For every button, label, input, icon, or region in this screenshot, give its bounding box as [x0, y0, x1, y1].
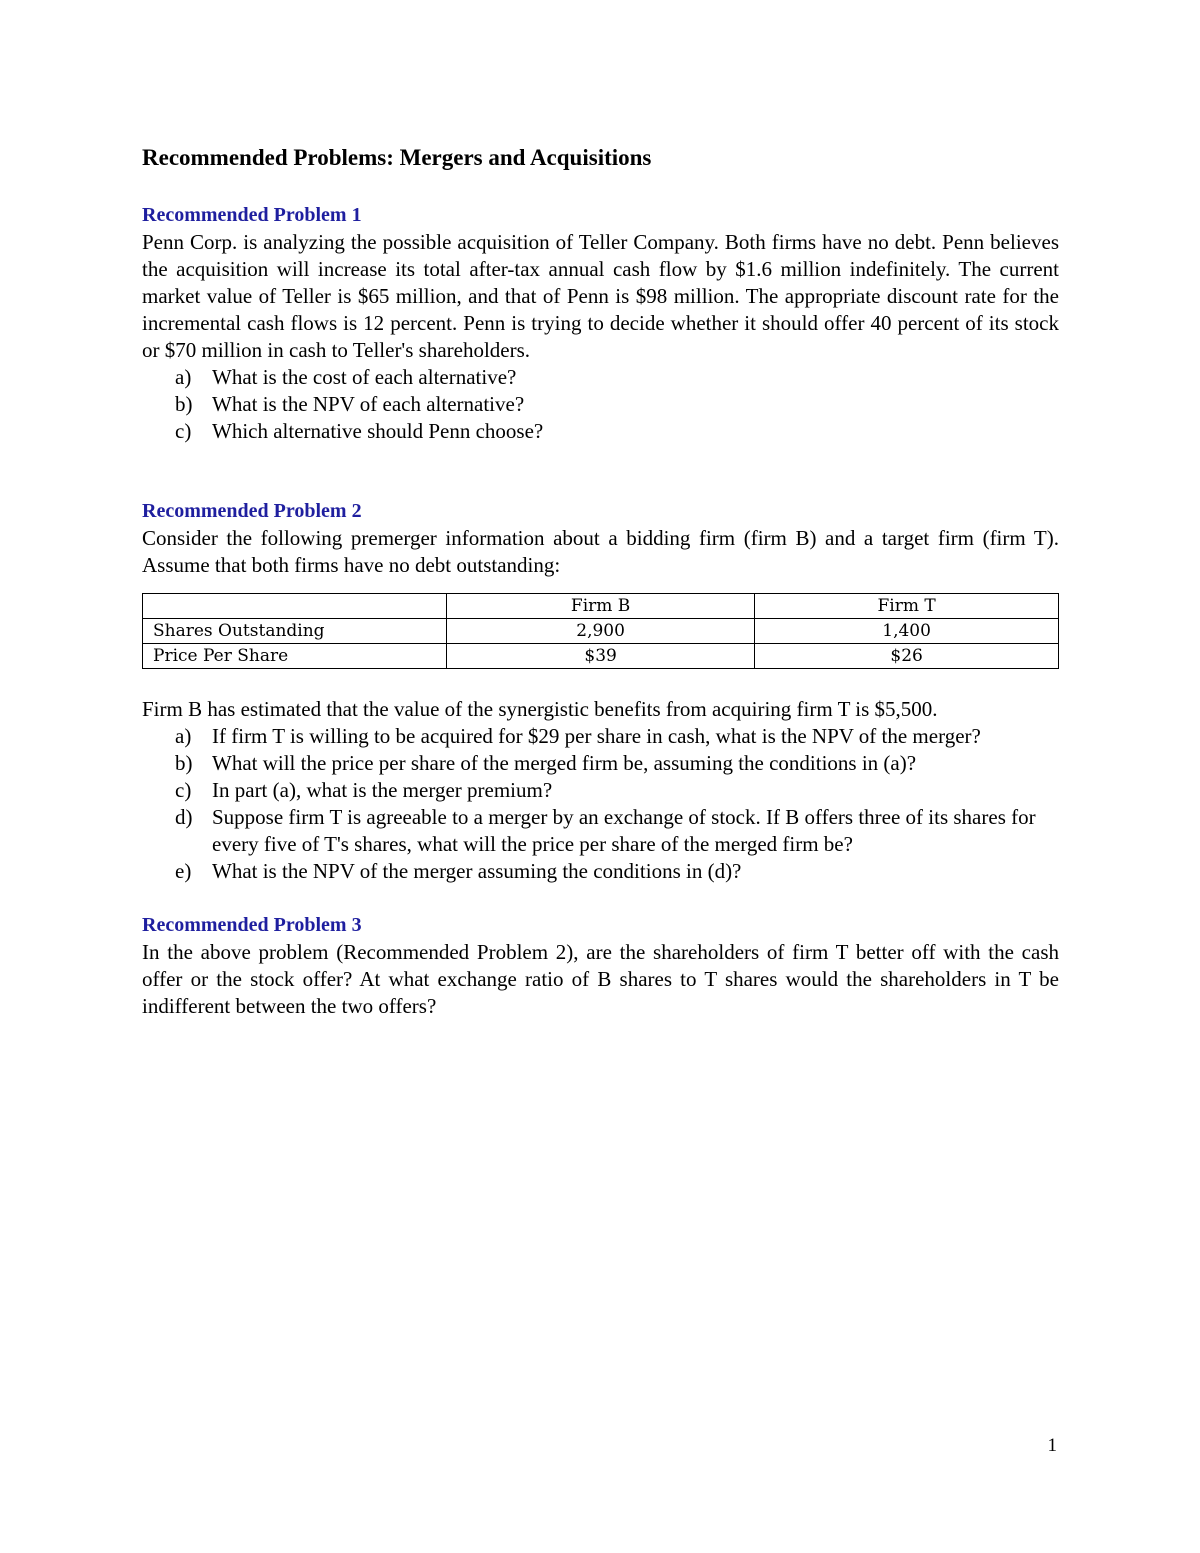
question-text: If firm T is willing to be acquired for $29 per share in cash, what is the NPV of the merger? — [212, 724, 981, 748]
table-cell: 2,900 — [447, 619, 755, 644]
question-letter: c) — [175, 778, 192, 802]
problem-2-heading: Recommended Problem 2 — [142, 500, 362, 522]
table-row — [143, 619, 1059, 644]
question-letter: d) — [175, 805, 193, 829]
question-letter: c) — [175, 419, 192, 443]
problem-1 — [142, 202, 1059, 445]
problem-1-questions — [142, 364, 1059, 445]
table-cell: $26 — [755, 644, 1059, 669]
question-item — [142, 723, 1059, 750]
question-item — [142, 858, 1059, 885]
document-page — [142, 140, 1059, 1020]
problem-3-text: In the above problem (Recommended Problem 2), are the shareholders of firm T better off with the cash offer or the stock offer? At what exchange ratio of B shares to T shares would the shareholders in T be indifferent between the two offers? — [142, 940, 1059, 1018]
page-number: 1 — [1047, 1435, 1057, 1456]
table-cell: $39 — [447, 644, 755, 669]
question-text: In part (a), what is the merger premium? — [212, 778, 553, 802]
problem-1-text: Penn Corp. is analyzing the possible acquisition of Teller Company. Both firms have no debt. Penn believes the acquisition will increase its total after-tax annual cash flow by $1.6 million indefinitely. The current market value of Teller is $65 million, and that of Penn is $98 million. The appropriate discount rate for the incremental cash flows is 12 percent. Penn is trying to decide whether it should offer 40 percent of its stock or $70 million in cash to Teller's shareholders. — [142, 230, 1059, 362]
question-letter: e) — [175, 859, 192, 883]
problem-2 — [142, 498, 1059, 885]
problem-2-text: Consider the following premerger information about a bidding firm (firm B) and a target firm (firm T). Assume that both firms have no debt outstanding: — [142, 526, 1059, 577]
table-header-cell: Firm B — [447, 594, 755, 619]
question-text: Suppose firm T is agreeable to a merger by an exchange of stock. If B offers three of its shares for every five of T's shares, what will the price per share of the merged firm be? — [212, 805, 1036, 856]
question-text: What is the NPV of each alternative? — [212, 392, 525, 416]
question-letter: a) — [175, 365, 192, 389]
document-title: Recommended Problems: Mergers and Acquisitions — [142, 145, 652, 170]
problem-2-questions — [142, 723, 1059, 885]
table-header-cell — [143, 594, 447, 619]
table-header-row — [143, 594, 1059, 619]
question-text: What is the NPV of the merger assuming the conditions in (d)? — [212, 859, 742, 883]
question-text: What is the cost of each alternative? — [212, 365, 517, 389]
question-text: Which alternative should Penn choose? — [212, 419, 544, 443]
question-item — [142, 777, 1059, 804]
problem-2-after-text: Firm B has estimated that the value of the synergistic benefits from acquiring firm T is $5,500. — [142, 697, 938, 721]
table-cell: Price Per Share — [143, 644, 447, 669]
problem-1-heading: Recommended Problem 1 — [142, 204, 362, 226]
question-item — [142, 804, 1059, 858]
problem-3 — [142, 912, 1059, 1020]
table-cell: Shares Outstanding — [143, 619, 447, 644]
problem-3-heading: Recommended Problem 3 — [142, 914, 362, 936]
question-letter: b) — [175, 751, 193, 775]
table-header-cell: Firm T — [755, 594, 1059, 619]
premerger-table — [142, 593, 1059, 669]
question-letter: b) — [175, 392, 193, 416]
question-item — [142, 364, 1059, 391]
question-letter: a) — [175, 724, 192, 748]
question-item — [142, 418, 1059, 445]
question-item — [142, 391, 1059, 418]
table-row — [143, 644, 1059, 669]
question-item — [142, 750, 1059, 777]
table-cell: 1,400 — [755, 619, 1059, 644]
question-text: What will the price per share of the merged firm be, assuming the conditions in (a)? — [212, 751, 917, 775]
